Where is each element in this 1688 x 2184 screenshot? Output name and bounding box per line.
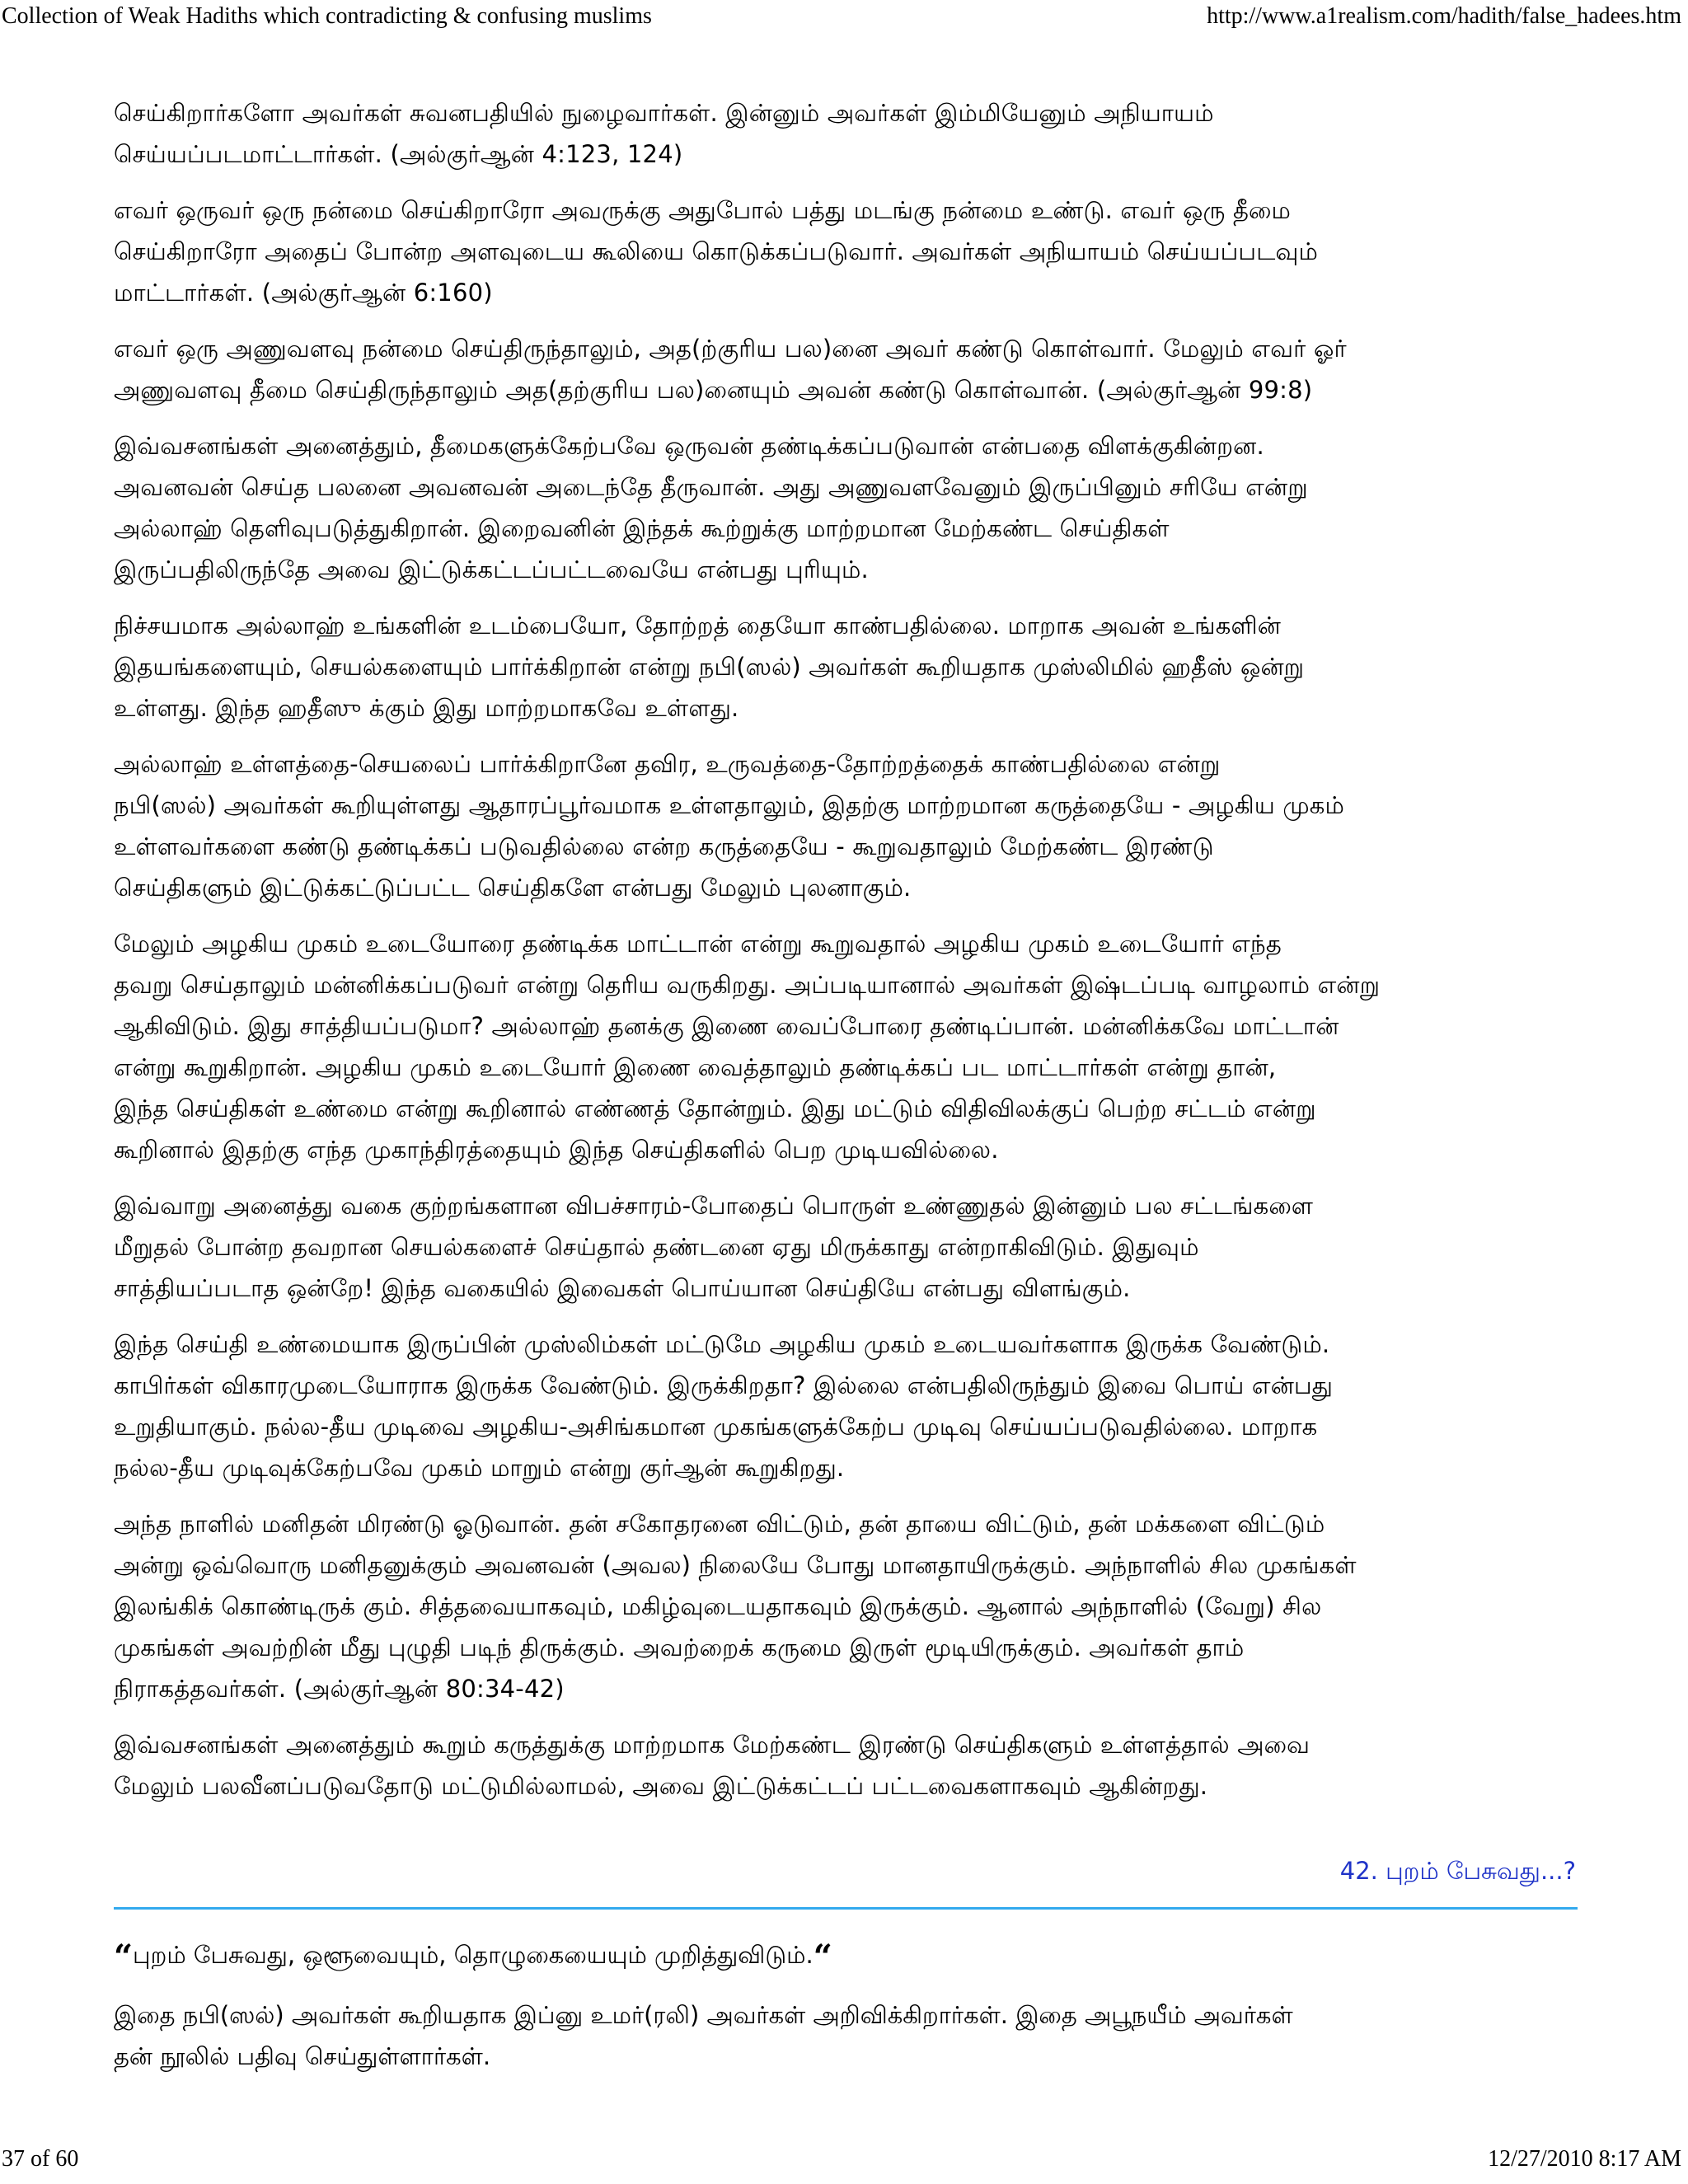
paragraph-line: உள்ளவர்களை கண்டு தண்டிக்கப் படுவதில்லை என்ற கருத்தையே - கூறுவதாலும் மேற்கண்ட இரண்டு: [114, 832, 1214, 860]
paragraph-line: தவறு செய்தாலும் மன்னிக்கப்படுவர் என்று தெரிய வருகிறது. அப்படியானால் அவர்கள் இஷ்டப்படி வாழலாம் என்று: [114, 971, 1381, 999]
paragraph-line: அணுவளவு தீமை செய்திருந்தாலும் அத(தற்குரிய பல)னையும் அவன் கண்டு கொள்வான். (அல்குர்ஆன் 99:8): [114, 376, 1313, 404]
body-paragraph: [114, 425, 1578, 590]
paragraph-line: இந்த செய்திகள் உண்மை என்று கூறினால் எண்ணத் தோன்றும். இது மட்டும் விதிவிலக்குப் பெற்ற சட்டம் என்று: [114, 1094, 1316, 1122]
paragraph-line: இதயங்களையும், செயல்களையும் பார்க்கிறான் என்று நபி(ஸல்) அவர்கள் கூறியதாக முஸ்லிமில் ஹதீஸ் ஒன்று: [114, 653, 1305, 681]
body-paragraph: [114, 92, 1578, 175]
body-paragraph: [114, 1724, 1578, 1807]
body-paragraph: [114, 1503, 1578, 1709]
body-paragraph: [114, 743, 1578, 908]
paragraph-line: எவர் ஒருவர் ஒரு நன்மை செய்கிறாரோ அவருக்கு அதுபோல் பத்து மடங்கு நன்மை உண்டு. எவர் ஒரு தீமை: [114, 196, 1292, 224]
paragraph-line: இவ்வாறு அனைத்து வகை குற்றங்களான விபச்சாரம்-போதைப் பொருள் உண்ணுதல் இன்னும் பல சட்டங்களை: [114, 1192, 1314, 1220]
print-header: [0, 2, 1688, 35]
print-datetime: 12/27/2010 8:17 AM: [1488, 2146, 1681, 2172]
paragraph-line: இருப்பதிலிருந்தே அவை இட்டுக்கட்டப்பட்டவையே என்பது புரியும்.: [114, 555, 869, 583]
body-paragraph: [114, 1185, 1578, 1309]
body-paragraph: [114, 923, 1578, 1170]
paragraph-line: சாத்தியப்படாத ஒன்றே! இந்த வகையில் இவைகள் பொய்யான செய்தியே என்பது விளங்கும்.: [114, 1274, 1131, 1302]
paragraph-line: இந்த செய்தி உண்மையாக இருப்பின் முஸ்லிம்கள் மட்டுமே அழகிய முகம் உடையவர்களாக இருக்க வேண்டும்.: [114, 1330, 1330, 1358]
print-footer: [0, 2144, 1688, 2177]
hadith-quote: [114, 1934, 1578, 1978]
paragraph-line: அல்லாஹ் தெளிவுபடுத்துகிறான். இறைவனின் இந்தக் கூற்றுக்கு மாற்றமான மேற்கண்ட செய்திகள்: [114, 514, 1170, 542]
paragraph-line: நிராகத்தவர்கள். (அல்குர்ஆன் 80:34-42): [114, 1675, 565, 1703]
paragraph-line: இலங்கிக் கொண்டிருக் கும். சித்தவையாகவும், மகிழ்வுடையதாகவும் இருக்கும். ஆனால் அந்நாளில் (வேறு) சில: [114, 1592, 1322, 1620]
paragraph-line: செய்திகளும் இட்டுக்கட்டுப்பட்ட செய்திகளே என்பது மேலும் புலனாகும்.: [114, 874, 912, 902]
paragraph-line: நபி(ஸல்) அவர்கள் கூறியுள்ளது ஆதாரப்பூர்வமாக உள்ளதாலும், இதற்கு மாற்றமான கருத்தையே - அழகிய முகம்: [114, 791, 1345, 819]
paragraph-line: என்று கூறுகிறான். அழகிய முகம் உடையோர் இணை வைத்தாலும் தண்டிக்கப் பட மாட்டார்கள் என்று தான்,: [114, 1053, 1277, 1081]
paragraph-line: நிச்சயமாக அல்லாஹ் உங்களின் உடம்பையோ, தோற்றத் தையோ காண்பதில்லை. மாறாக அவன் உங்களின்: [114, 612, 1282, 640]
body-paragraph: [114, 1324, 1578, 1488]
paragraph-line: உறுதியாகும். நல்ல-தீய முடிவை அழகிய-அசிங்கமான முகங்களுக்கேற்ப முடிவு செய்யப்படுவதில்லை. மாறாக: [114, 1413, 1318, 1441]
open-quote-mark: “: [114, 1938, 134, 1976]
paragraph-line: அன்று ஒவ்வொரு மனிதனுக்கும் அவனவன் (அவல) நிலையே போது மானதாயிருக்கும். அந்நாளில் சில முகங்கள்: [114, 1551, 1357, 1579]
section-42: [114, 1854, 1578, 2077]
paragraph-line: காபிர்கள் விகாரமுடையோராக இருக்க வேண்டும். இருக்கிறதா? இல்லை என்பதிலிருந்தும் இவை பொய் என்பது: [114, 1371, 1334, 1399]
paragraph-line: மேலும் அழகிய முகம் உடையோரை தண்டிக்க மாட்டான் என்று கூறுவதால் அழகிய முகம் உடையோர் எந்த: [114, 930, 1282, 958]
paragraph-line: செய்கிறார்களோ அவர்கள் சுவனபதியில் நுழைவார்கள். இன்னும் அவர்கள் இம்மியேனும் அநியாயம்: [114, 99, 1214, 127]
paragraph-line: இவ்வசனங்கள் அனைத்தும், தீமைகளுக்கேற்பவே ஒருவன் தண்டிக்கப்படுவான் என்பதை விளக்குகின்றன.: [114, 432, 1264, 460]
paragraph-line: செய்யப்படமாட்டார்கள். (அல்குர்ஆன் 4:123, 124): [114, 140, 683, 168]
paragraph-line: நல்ல-தீய முடிவுக்கேற்பவே முகம் மாறும் என்று குர்ஆன் கூறுகிறது.: [114, 1454, 845, 1482]
paragraph-line: அந்த நாளில் மனிதன் மிரண்டு ஓடுவான். தன் சகோதரனை விட்டும், தன் தாயை விட்டும், தன் மக்களை விட்டும்: [114, 1510, 1325, 1538]
section-divider: [114, 1907, 1578, 1910]
paragraph-line: மாட்டார்கள். (அல்குர்ஆன் 6:160): [114, 279, 493, 307]
paragraph-line: ஆகிவிடும். இது சாத்தியப்படுமா? அல்லாஹ் தனக்கு இணை வைப்போரை தண்டிப்பான். மன்னிக்கவே மாட்டான்: [114, 1012, 1339, 1040]
paragraph-line: மேலும் பலவீனப்படுவதோடு மட்டுமில்லாமல், அவை இட்டுக்கட்டப் பட்டவைகளாகவும் ஆகின்றது.: [114, 1772, 1208, 1800]
body-paragraph: [114, 328, 1578, 410]
article-body: [114, 92, 1578, 1821]
paragraph-line: செய்கிறாரோ அதைப் போன்ற அளவுடைய கூலியை கொடுக்கப்படுவார். அவர்கள் அநியாயம் செய்யப்படவும்: [114, 237, 1318, 265]
paragraph-line: தன் நூலில் பதிவு செய்துள்ளார்கள்.: [114, 2042, 491, 2070]
paragraph-line: மீறுதல் போன்ற தவறான செயல்களைச் செய்தால் தண்டனை ஏது மிருக்காது என்றாகிவிடும். இதுவும்: [114, 1233, 1199, 1261]
paragraph-line: இவ்வசனங்கள் அனைத்தும் கூறும் கருத்துக்கு மாற்றமாக மேற்கண்ட இரண்டு செய்திகளும் உள்ளத்தால் அவை: [114, 1731, 1311, 1759]
close-quote-mark: “: [813, 1938, 832, 1976]
paragraph-line: உள்ளது. இந்த ஹதீஸு க்கும் இது மாற்றமாகவே உள்ளது.: [114, 694, 739, 722]
paragraph-line: எவர் ஒரு அணுவளவு நன்மை செய்திருந்தாலும், அத(ற்குரிய பல)னை அவர் கண்டு கொள்வார். மேலும் எவர் ஓர்: [114, 335, 1347, 363]
body-paragraph: [114, 605, 1578, 729]
paragraph-line: இதை நபி(ஸல்) அவர்கள் கூறியதாக இப்னு உமர்(ரலி) அவர்கள் அறிவிக்கிறார்கள். இதை அபூநயீம் அவர்கள்: [114, 2001, 1293, 2029]
section-heading: 42. புறம் பேசுவது...?: [1339, 1857, 1576, 1885]
hadith-quote-text: புறம் பேசுவது, ஒளூவையும், தொழுகையையும் முறித்துவிடும்.: [133, 1941, 814, 1969]
paragraph-line: கூறினால் இதற்கு எந்த முகாந்திரத்தையும் இந்த செய்திகளில் பெற முடியவில்லை.: [114, 1136, 999, 1164]
body-paragraph: [114, 190, 1578, 313]
document-title: Collection of Weak Hadiths which contradicting & confusing muslims: [2, 3, 652, 29]
page-number: 37 of 60: [2, 2146, 79, 2172]
paragraph-line: அவனவன் செய்த பலனை அவனவன் அடைந்தே தீருவான். அது அணுவளவேனும் இருப்பினும் சரியே என்று: [114, 473, 1308, 501]
section-body-paragraph: [114, 1994, 1578, 2077]
paragraph-line: முகங்கள் அவற்றின் மீது புழுதி படிந் திருக்கும். அவற்றைக் கருமை இருள் மூடியிருக்கும். அவர்கள் தாம்: [114, 1633, 1245, 1661]
paragraph-line: அல்லாஹ் உள்ளத்தை-செயலைப் பார்க்கிறானே தவிர, உருவத்தை-தோற்றத்தைக் காண்பதில்லை என்று: [114, 750, 1221, 778]
document-url: http://www.a1realism.com/hadith/false_hadees.htm: [1207, 3, 1681, 29]
